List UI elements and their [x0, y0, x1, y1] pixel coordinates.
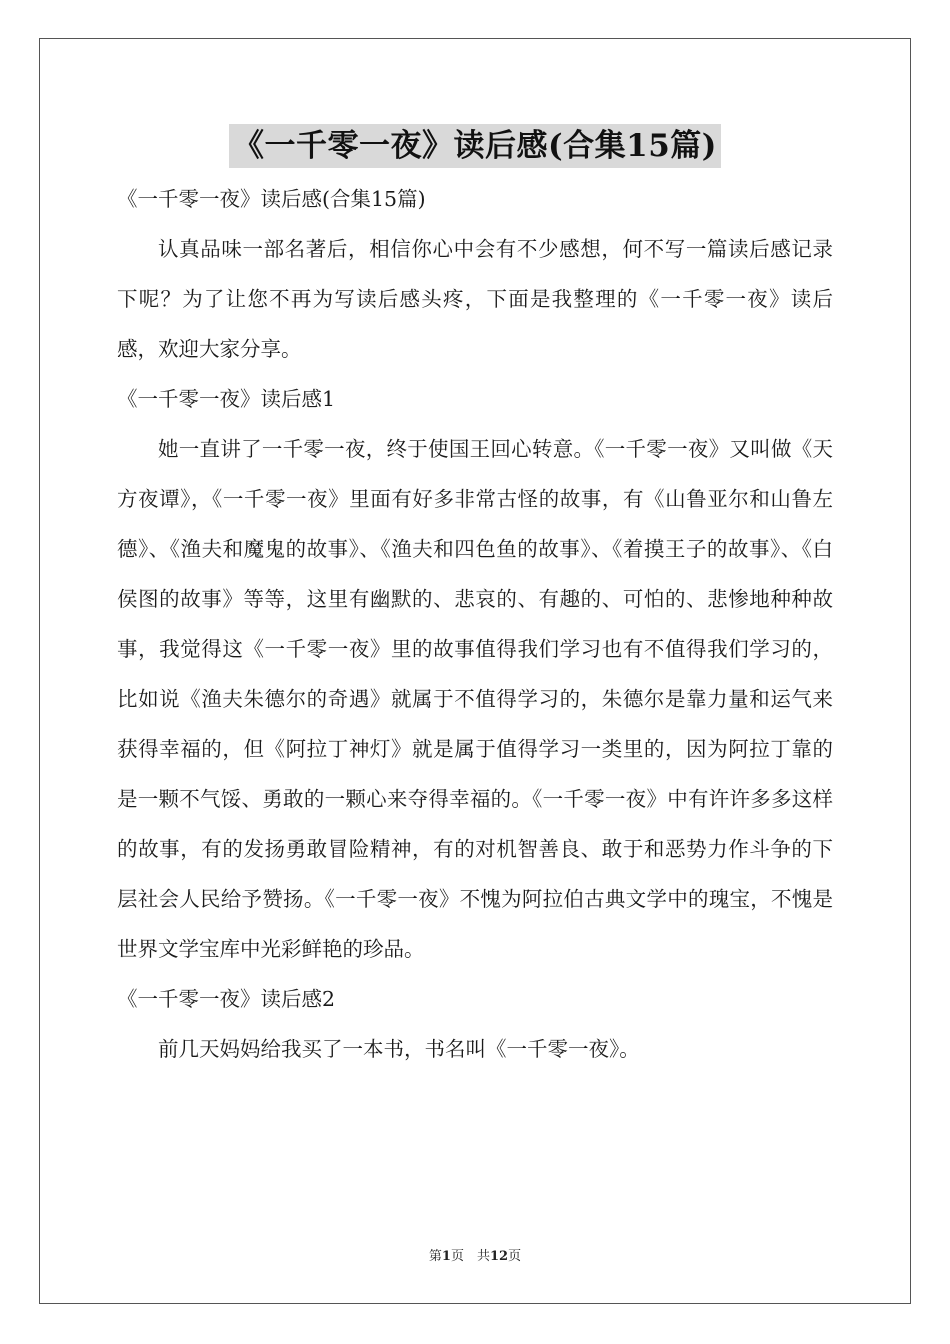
footer-page-current: 1 — [441, 1249, 451, 1264]
document-subtitle: 《一千零一夜》读后感(合集15篇) — [117, 187, 426, 211]
footer-prefix: 第 — [428, 1249, 442, 1264]
footer-mid: 页 共 — [450, 1249, 490, 1264]
footer-suffix: 页 — [508, 1249, 522, 1264]
section-body-2: 前几天妈妈给我买了一本书，书名叫《一千零一夜》。 — [158, 1037, 640, 1061]
title-container — [0, 124, 950, 168]
section-heading-1: 《一千零一夜》读后感1 — [117, 387, 336, 411]
section-heading-2: 《一千零一夜》读后感2 — [117, 987, 336, 1011]
intro-paragraph: 认真品味一部名著后，相信你心中会有不少感想，何不写一篇读后感记录下呢？为了让您不再为写读后感头疼，下面是我整理的《一千零一夜》读后感，欢迎大家分享。 — [117, 237, 833, 361]
document-title: 《一千零一夜》读后感(合集15篇) — [229, 124, 721, 168]
page-footer — [0, 1245, 950, 1264]
document-body — [117, 174, 833, 1074]
footer-page-total: 12 — [489, 1249, 509, 1264]
section-body-1: 她一直讲了一千零一夜，终于使国王回心转意。《一千零一夜》又叫做《天方夜谭》，《一千零一夜》里面有好多非常古怪的故事，有《山鲁亚尔和山鲁左德》、《渔夫和魔鬼的故事》、《渔夫和四色鱼的故事》、《着摸王子的故事》、《白侯图的故事》等等，这里有幽默的、悲哀的、有趣的、可怕的、悲惨地种种故事，我觉得这《一千零一夜》里的故事值得我们学习也有不值得我们学习的，比如说《渔夫朱德尔的奇遇》就属于不值得学习的，朱德尔是靠力量和运气来获得幸福的，但《阿拉丁神灯》就是属于值得学习一类里的，因为阿拉丁靠的是一颗不气馁、勇敢的一颗心来夺得幸福的。《一千零一夜》中有许许多多这样的故事，有的发扬勇敢冒险精神，有的对机智善良、敢于和恶势力作斗争的下层社会人民给予赞扬。《一千零一夜》不愧为阿拉伯古典文学中的瑰宝，不愧是世界文学宝库中光彩鲜艳的珍品。 — [117, 437, 833, 961]
